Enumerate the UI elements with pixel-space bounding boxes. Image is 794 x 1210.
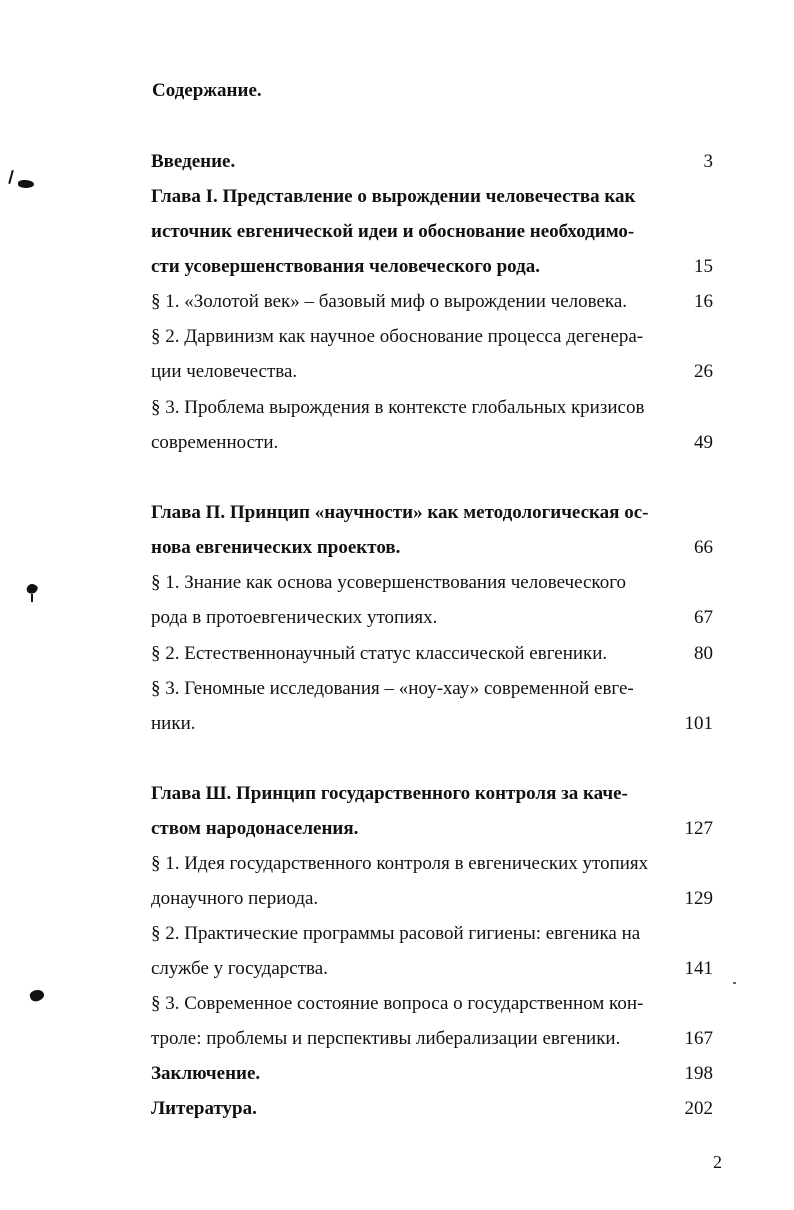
toc-ch3-section-1-page: 129	[684, 888, 713, 909]
toc-literature: Литература.	[151, 1098, 257, 1119]
toc-conclusion-page: 198	[684, 1063, 713, 1084]
toc-ch1-section-3-line-2: современности.	[151, 432, 279, 453]
toc-ch1-section-2-line-2: ции человечества.	[151, 361, 298, 382]
toc-chapter-2-line-2: нова евгенических проектов.	[151, 537, 401, 558]
toc-ch2-section-3-page: 101	[684, 713, 713, 734]
toc-literature-page: 202	[684, 1098, 713, 1119]
toc-ch3-section-3-page: 167	[684, 1028, 713, 1049]
toc-ch2-section-1-line-1: § 1. Знание как основа усовершенствования человеческого	[151, 572, 627, 593]
toc-ch2-section-1-line-2: рода в протоевгенических утопиях.	[151, 607, 438, 628]
toc-ch1-section-3-page: 49	[694, 432, 713, 453]
toc-intro-page: 3	[703, 151, 713, 172]
toc-chapter-1-line-2: источник евгенической идеи и обоснование необходимо-	[151, 221, 635, 242]
toc-ch3-section-3-line-1: § 3. Современное состояние вопроса о государственном кон-	[151, 993, 644, 1014]
toc-chapter-1-page: 15	[694, 256, 713, 277]
toc-ch3-section-2-line-2: службе у государства.	[151, 958, 328, 979]
toc-ch1-section-1-page: 16	[694, 291, 713, 312]
toc-ch1-section-2-page: 26	[694, 361, 713, 382]
toc-intro: Введение.	[151, 151, 236, 172]
toc-chapter-2-page: 66	[694, 537, 713, 558]
toc-chapter-1-line-3: сти усовершенствования человеческого рода.	[151, 256, 540, 277]
toc-ch2-section-3-line-2: ники.	[151, 713, 196, 734]
page-number: 2	[713, 1152, 722, 1172]
toc-chapter-2-line-1: Глава П. Принцип «научности» как методологическая ос-	[151, 502, 649, 523]
toc-chapter-1-line-1: Глава I. Представление о вырождении человечества как	[151, 186, 636, 207]
toc-title: Содержание.	[152, 80, 262, 101]
toc-chapter-3-line-1: Глава Ш. Принцип государственного контроля за каче-	[151, 783, 628, 804]
toc-ch3-section-2-page: 141	[684, 958, 713, 979]
toc-chapter-3-line-2: ством народонаселения.	[151, 818, 359, 839]
toc-ch1-section-2-line-1: § 2. Дарвинизм как научное обоснование процесса дегенера-	[151, 326, 644, 347]
toc-ch3-section-2-line-1: § 2. Практические программы расовой гигиены: евгеника на	[151, 923, 641, 944]
toc-chapter-3-page: 127	[684, 818, 713, 839]
toc-ch2-section-1-page: 67	[694, 607, 713, 628]
toc-conclusion: Заключение.	[151, 1063, 261, 1084]
toc-ch3-section-3-line-2: троле: проблемы и перспективы либерализации евгеники.	[151, 1028, 621, 1049]
toc-ch3-section-1-line-2: донаучного периода.	[151, 888, 319, 909]
toc-ch3-section-1-line-1: § 1. Идея государственного контроля в евгенических утопиях	[151, 853, 649, 874]
toc-ch1-section-1: § 1. «Золотой век» – базовый миф о вырождении человека.	[151, 291, 628, 312]
toc-ch2-section-2-page: 80	[694, 643, 713, 664]
toc-ch1-section-3-line-1: § 3. Проблема вырождения в контексте глобальных кризисов	[151, 397, 645, 418]
toc-ch2-section-2: § 2. Естественнонаучный статус классической евгеники.	[151, 643, 608, 664]
toc-ch2-section-3-line-1: § 3. Геномные исследования – «ноу-хау» современной евге-	[151, 678, 634, 699]
